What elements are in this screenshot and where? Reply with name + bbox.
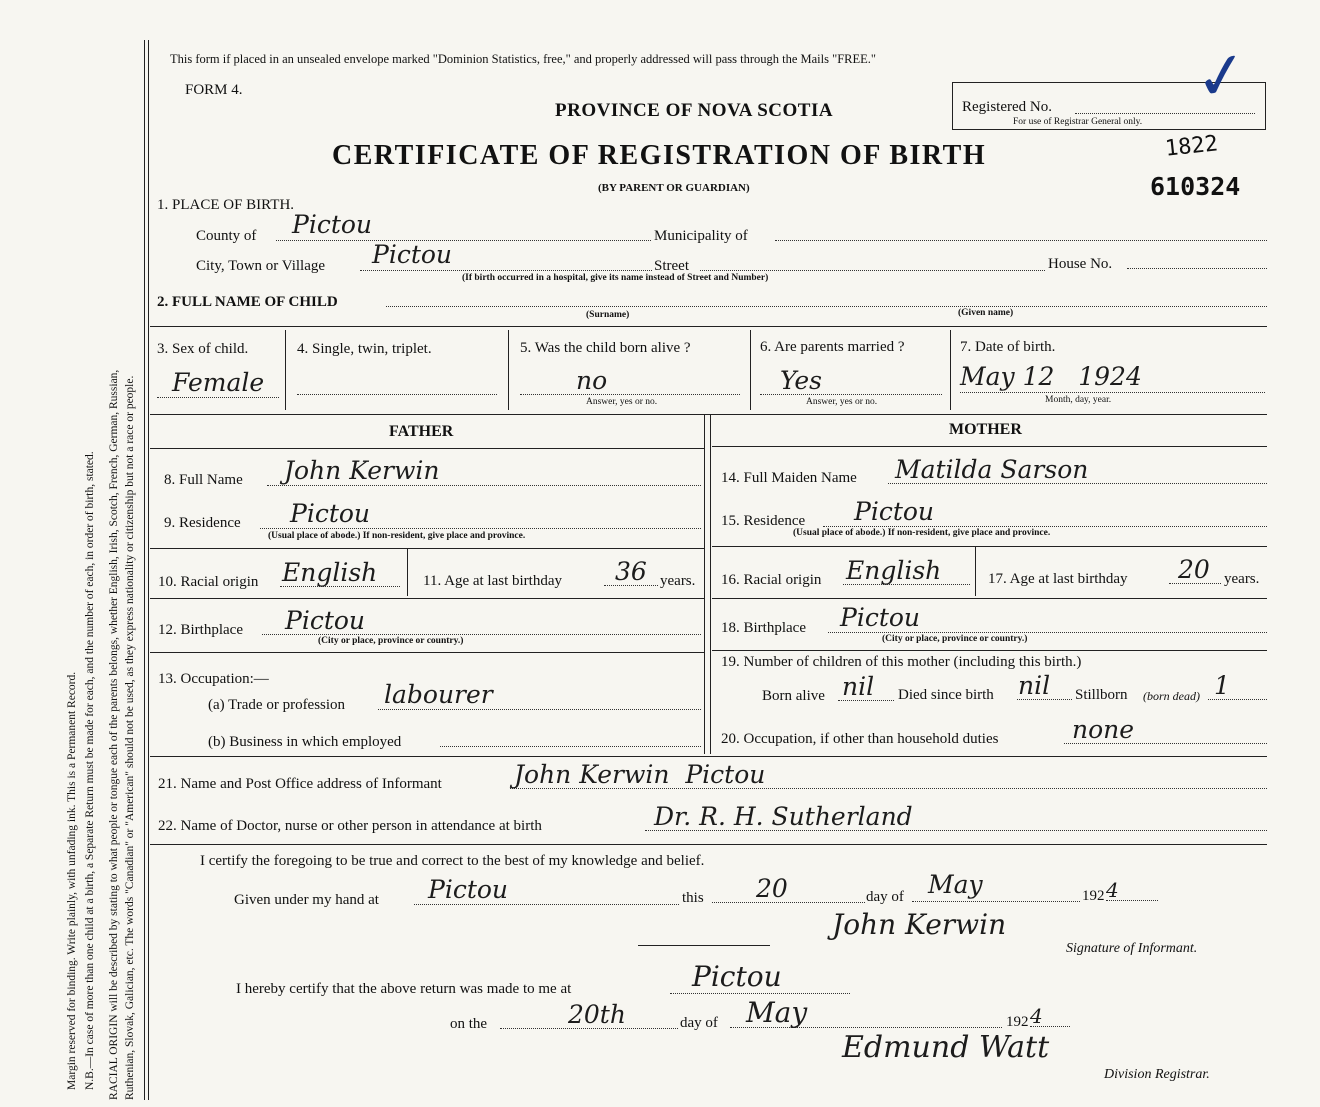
form-number: FORM 4. [185,82,243,98]
father-occupation-label: 13. Occupation:— [158,671,269,687]
registrar-year-prefix: 192 [1006,1014,1029,1030]
given-year-field[interactable]: 4 [1106,878,1119,902]
given-place-line [414,904,679,905]
doctor-label: 22. Name of Doctor, nurse or other person in attendance at birth [158,818,542,834]
born-alive-count-field[interactable]: nil [842,672,875,701]
county-field[interactable]: Pictou [292,210,373,239]
born-alive-field[interactable]: no [576,366,608,395]
father-race-field[interactable]: English [282,558,378,587]
registrar-year-field[interactable]: 4 [1030,1004,1043,1028]
binding-note: Margin reserved for binding. Write plainly, with unfading ink. This is a Permanent Record. [66,671,78,1090]
divider-3-4 [285,330,286,410]
given-day-field[interactable]: 20 [756,874,788,903]
born-alive-line [520,394,740,395]
mother-residence-note: (Usual place of abode.) If non-resident, give place and province. [793,528,1051,538]
hospital-note: (If birth occurred in a hospital, give its name instead of Street and Number) [462,273,769,283]
stamp-small: 1822 [1163,131,1220,162]
this-label: this [682,890,704,906]
registrar-note: For use of Registrar General only. [1013,117,1143,127]
stillborn-note: (born dead) [1143,689,1200,703]
municipality-label: Municipality of [654,228,748,244]
registrar-place-line [670,993,850,994]
child-name-field[interactable] [386,306,1267,307]
single-twin-field[interactable] [297,394,497,395]
page-subtitle: (BY PARENT OR GUARDIAN) [598,182,750,194]
given-month-line [912,901,1080,902]
father-trade-label: (a) Trade or profession [208,697,346,713]
margin-rule [144,40,145,1100]
divider-6-7 [950,330,951,410]
county-line [276,240,651,241]
father-trade-line [378,709,701,710]
father-birthplace-label: 12. Birthplace [158,622,243,638]
year-prefix: 192 [1082,888,1105,904]
page-title: CERTIFICATE OF REGISTRATION OF BIRTH [332,140,987,171]
mother-occupation-field[interactable]: none [1072,715,1135,744]
rule-mother-head [712,446,1267,447]
registrar-month-field[interactable]: May [746,996,808,1029]
place-section-label: 1. PLACE OF BIRTH. [157,197,295,213]
sex-line [157,397,279,398]
father-race-label: 10. Racial origin [158,574,259,590]
rule-father-occupation [150,652,704,653]
divider-parents-inner [710,414,711,754]
stillborn-label: Stillborn [1075,687,1128,703]
rule-father-race [150,548,704,549]
binding-margin [0,0,145,1107]
city-label: City, Town or Village [196,258,326,274]
house-field[interactable] [1127,268,1267,269]
child-name-label: 2. FULL NAME OF CHILD [157,294,338,310]
house-label: House No. [1048,256,1113,272]
stillborn-field[interactable]: 1 [1214,671,1230,700]
day-of-label: day of [866,889,904,905]
racial-origin-note-2: Ruthenian, Slovak, Galician, etc. The words "Canadian" or "American" should not be used, as they express nationality or citizenship but not a race or people. [124,375,136,1100]
father-residence-label: 9. Residence [164,515,241,531]
married-label: 6. Are parents married ? [760,339,905,355]
divider-parents [704,414,705,754]
mother-age-label: 17. Age at last birthday [988,571,1128,587]
informant-label: 21. Name and Post Office address of Informant [158,776,442,792]
rule-parents-top [150,414,1267,415]
rule-father-birthplace [150,598,704,599]
stamp-number: 610324 [1150,172,1241,201]
mother-race-field[interactable]: English [846,556,942,585]
informant-signature-label: Signature of Informant. [1066,941,1198,956]
surname-note: (Surname) [586,310,630,320]
certification-statement: I certify the foregoing to be true and correct to the best of my knowledge and belief. [200,853,705,869]
province-title: PROVINCE OF NOVA SCOTIA [555,100,834,121]
doctor-field[interactable]: Dr. R. H. Sutherland [654,802,913,831]
father-birthplace-field[interactable]: Pictou [285,606,366,635]
mother-residence-line [823,526,1267,527]
father-age-label: 11. Age at last birthday [423,573,562,589]
died-label: Died since birth [898,687,994,703]
father-name-field[interactable]: John Kerwin [284,456,440,485]
county-label: County of [196,228,257,244]
father-residence-line [260,528,701,529]
mother-birthplace-field[interactable]: Pictou [840,603,921,632]
sex-field[interactable]: Female [172,368,265,397]
born-alive-note: Answer, yes or no. [586,397,658,407]
born-alive-count-label: Born alive [762,688,825,704]
divider-5-6 [750,330,751,410]
rule-certification [150,844,1267,845]
mother-heading: MOTHER [949,421,1022,438]
divider-4-5 [508,330,509,410]
father-business-field[interactable] [440,746,701,747]
single-twin-label: 4. Single, twin, triplet. [297,341,432,357]
check-icon: ✓ [1190,36,1254,118]
birth-date-field[interactable]: May 12 1924 [960,362,1142,391]
given-day-line [712,902,865,903]
mother-name-field[interactable]: Matilda Sarson [895,455,1089,484]
rule-father-head [150,448,704,449]
racial-origin-note-1: RACIAL ORIGIN will be described by stating to what people or tongue each of the parents belongs, whether English, Irish, Scotch, French, German, Russian, [108,369,120,1100]
street-label: Street [654,258,689,274]
died-field[interactable]: nil [1018,671,1051,700]
registrar-signature: Edmund Watt [842,1030,1050,1065]
children-label: 19. Number of children of this mother (including this birth.) [721,654,1082,670]
city-field[interactable]: Pictou [372,240,453,269]
birth-date-line [960,392,1265,393]
father-years-label: years. [660,573,696,589]
given-month-field[interactable]: May [928,870,983,899]
on-the-label: on the [450,1016,488,1032]
mail-note: This form if placed in an unsealed envelope marked "Dominion Statistics, free," and properly addressed will pass through the Mails "FREE." [170,52,877,66]
father-name-label: 8. Full Name [164,472,243,488]
mother-race-label: 16. Racial origin [721,572,822,588]
registrar-day-of-label: day of [680,1015,718,1031]
birth-date-label: 7. Date of birth. [960,339,1056,355]
rule-mother-birthplace [712,598,1267,599]
mother-birthplace-note: (City or place, province or country.) [882,634,1028,644]
rule-mother-children [712,650,1267,651]
rule-mother-race [712,546,1267,547]
father-trade-field[interactable]: labourer [384,680,493,709]
father-name-line [267,485,701,486]
registrar-statement: I hereby certify that the above return was made to me at [236,981,572,997]
mother-birthplace-line [828,632,1267,633]
rule-row3-top [150,326,1267,327]
sex-label: 3. Sex of child. [157,341,249,357]
father-heading: FATHER [389,423,454,440]
married-field[interactable]: Yes [780,366,822,395]
mother-occupation-label: 20. Occupation, if other than household duties [721,731,999,747]
mother-residence-label: 15. Residence [721,513,806,529]
rule-informant [150,756,1267,757]
mother-residence-field[interactable]: Pictou [854,497,935,526]
birth-date-note: Month, day, year. [1045,395,1112,405]
father-birthplace-note: (City or place, province or country.) [318,636,464,646]
married-note: Answer, yes or no. [806,397,878,407]
father-business-label: (b) Business in which employed [208,734,402,750]
father-age-field[interactable]: 36 [615,557,647,586]
street-field[interactable] [700,270,1045,271]
father-residence-note: (Usual place of abode.) If non-resident, give place and province. [268,531,526,541]
registrar-label: Division Registrar. [1104,1067,1210,1082]
multiple-birth-note: N.B.—In case of more than one child at a birth, a Separate Return must be made for each, and the number of each, in order of birth, stated. [84,451,96,1090]
mother-age-field[interactable]: 20 [1178,555,1210,584]
registrar-day-field[interactable]: 20th [568,1000,626,1029]
given-label: Given under my hand at [234,892,379,908]
registrar-place-field[interactable]: Pictou [692,960,782,993]
informant-field[interactable]: John Kerwin Pictou [514,760,766,789]
registrar-year-line [1030,1026,1070,1027]
informant-signature: John Kerwin [832,908,1007,941]
mother-years-label: years. [1224,571,1260,587]
given-place-field[interactable]: Pictou [428,875,509,904]
divider-race-age [407,548,408,596]
divider-mother-race-age [975,546,976,596]
margin-rule-inner [148,40,149,1100]
signature-rule [638,945,770,946]
mother-birthplace-label: 18. Birthplace [721,620,806,636]
municipality-field[interactable] [775,240,1267,241]
given-year-line [1106,900,1158,901]
married-line [760,394,942,395]
city-line [360,270,652,271]
registered-label: Registered No. [962,99,1052,115]
born-alive-label: 5. Was the child born alive ? [520,340,691,356]
mother-name-label: 14. Full Maiden Name [721,470,857,486]
father-residence-field[interactable]: Pictou [290,499,371,528]
given-name-note: (Given name) [958,308,1014,318]
